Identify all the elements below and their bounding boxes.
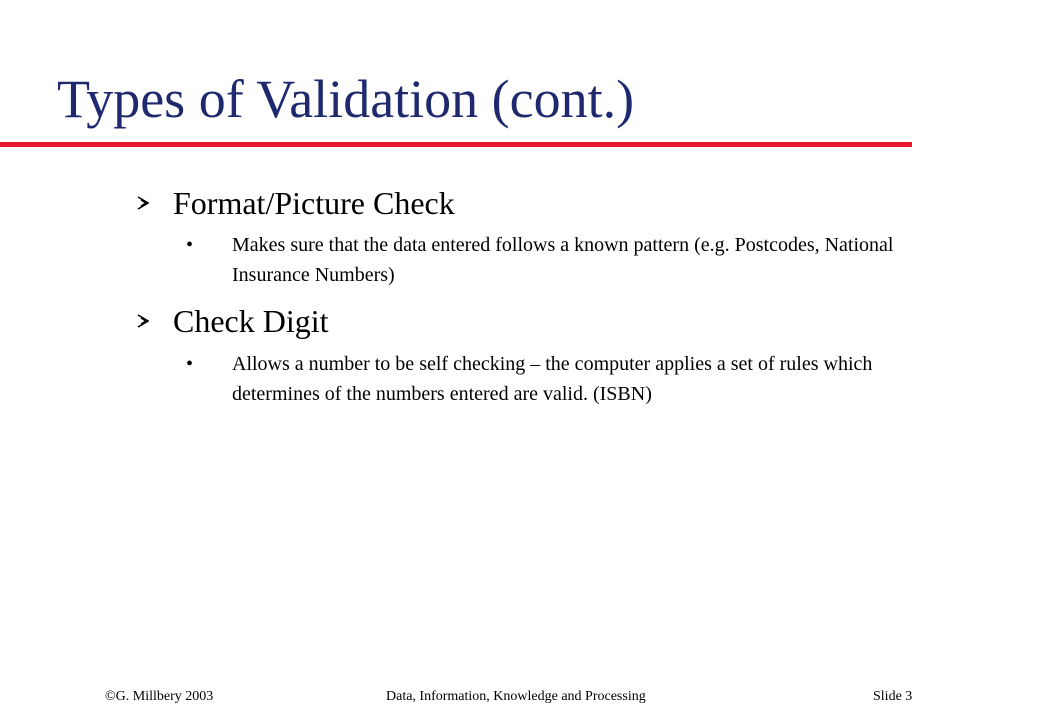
bullet-heading — [137, 302, 927, 340]
title-underline-bar — [0, 142, 912, 147]
footer-copyright: ©G. Millbery 2003 — [105, 689, 214, 704]
bullet-detail-text: Allows a number to be self checking – the computer applies a set of rules which determines of the numbers entered are valid. (ISBN) — [232, 352, 873, 405]
bullet-detail-text: Makes sure that the data entered follows a known pattern (e.g. Postcodes, National Insurance Numbers) — [232, 234, 894, 287]
arrow-right-icon — [137, 196, 149, 210]
slide-title: Types of Validation (cont.) — [57, 69, 635, 129]
bullet-heading — [137, 184, 927, 222]
arrow-right-icon — [137, 314, 149, 328]
slide-content — [137, 184, 927, 409]
bullet-dot-icon: • — [186, 234, 194, 257]
footer-slide-number: Slide 3 — [873, 689, 913, 704]
bullet-group-check-digit — [137, 302, 927, 408]
bullet-heading-text: Format/Picture Check — [173, 185, 455, 221]
bullet-detail — [137, 349, 927, 409]
bullet-dot-icon: • — [186, 352, 194, 375]
footer-presentation-title: Data, Information, Knowledge and Processing — [386, 689, 646, 704]
bullet-group-format-picture-check — [137, 184, 927, 290]
title-underline — [0, 142, 912, 147]
bullet-heading-text: Check Digit — [173, 303, 329, 340]
bullet-detail — [137, 230, 927, 290]
